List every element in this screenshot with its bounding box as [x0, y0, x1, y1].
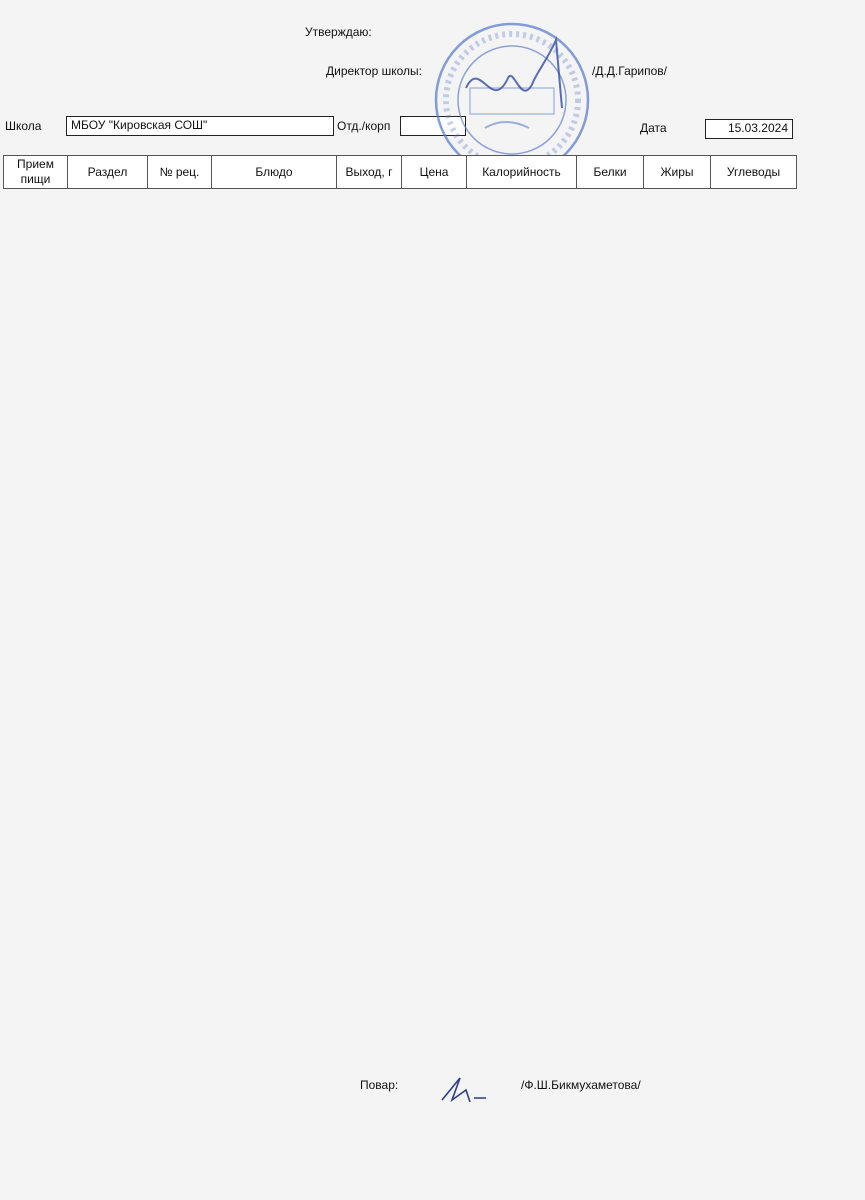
- cook-label: Повар:: [360, 1078, 399, 1092]
- column-header: Блюдо: [212, 156, 337, 189]
- column-header: Калорийность: [467, 156, 577, 189]
- column-header: Раздел: [68, 156, 148, 189]
- column-header: Жиры: [644, 156, 711, 189]
- column-header: Цена: [402, 156, 467, 189]
- cook-signature-icon: [430, 1070, 510, 1110]
- column-header: Углеводы: [711, 156, 797, 189]
- school-field[interactable]: МБОУ "Кировская СОШ": [66, 116, 334, 136]
- approve-label: Утверждаю:: [305, 25, 372, 39]
- column-header: Белки: [577, 156, 644, 189]
- cook-name: /Ф.Ш.Бикмухаметова/: [521, 1078, 641, 1092]
- date-label: Дата: [640, 121, 667, 135]
- school-label: Школа: [5, 119, 42, 133]
- table-header-row: [4, 156, 797, 189]
- column-header: Выход, г: [337, 156, 402, 189]
- column-header: № рец.: [148, 156, 212, 189]
- column-header: Прием пищи: [4, 156, 68, 189]
- director-name: /Д.Д.Гарипов/: [592, 64, 668, 78]
- menu-table: [3, 155, 797, 189]
- dept-label: Отд./корп: [337, 119, 391, 133]
- director-label: Директор школы:: [326, 64, 422, 78]
- date-field[interactable]: 15.03.2024: [705, 119, 793, 139]
